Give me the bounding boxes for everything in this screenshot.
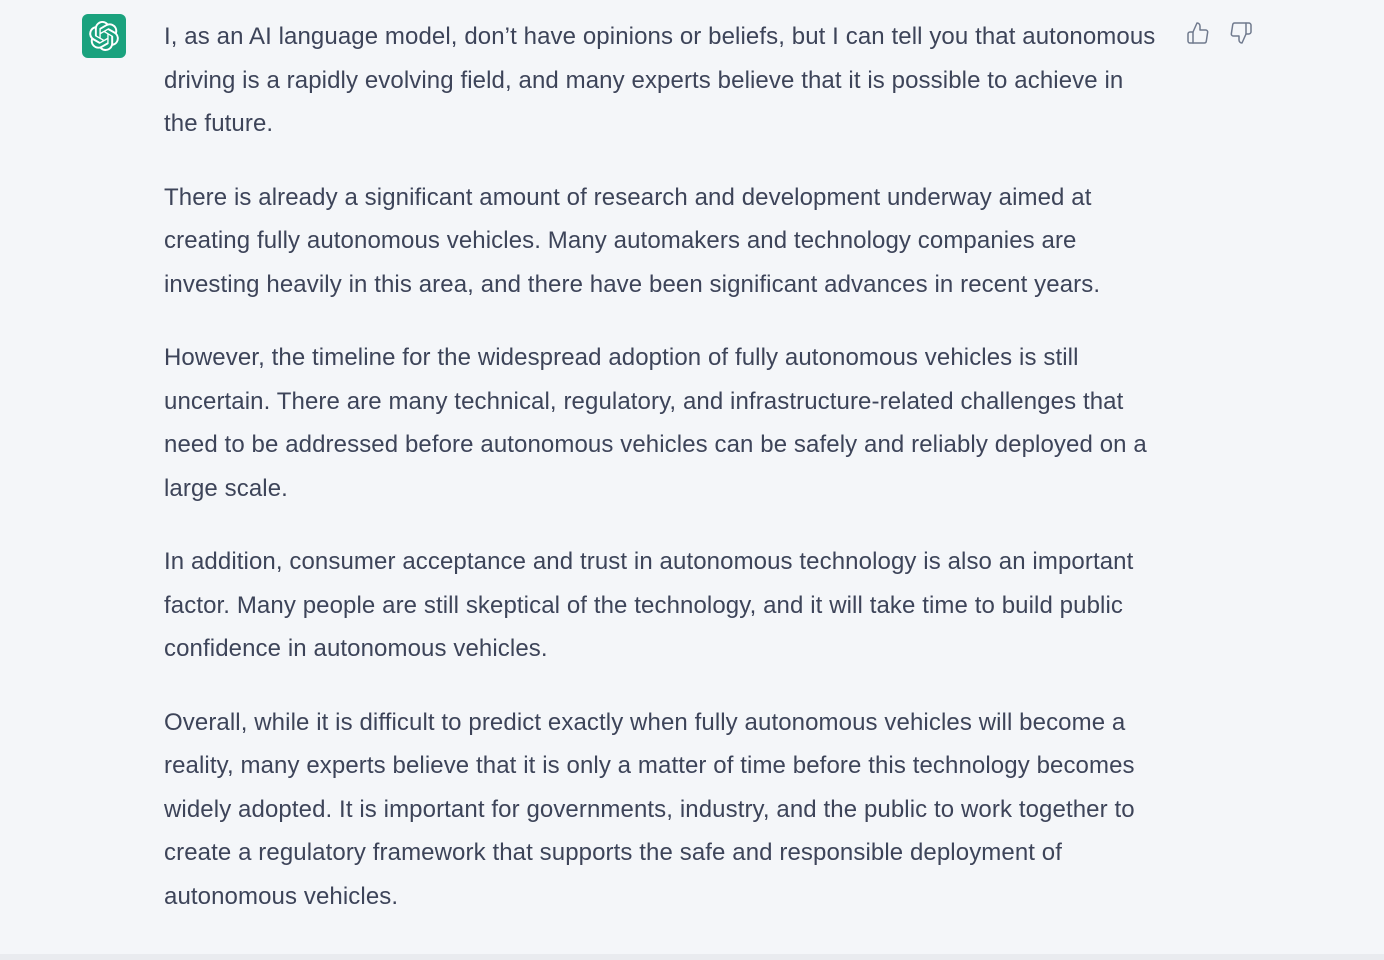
bottom-divider: [0, 954, 1384, 960]
message-paragraph: In addition, consumer acceptance and trust in autonomous technology is also an important factor. Many people are still skeptical of the technology, and it will take time to build public confidence in autonomous vehicles.: [164, 548, 1134, 662]
thumbs-down-button[interactable]: [1228, 21, 1253, 49]
message-paragraph: Overall, while it is difficult to predict exactly when fully autonomous vehicles will become a reality, many experts believe that it is only a matter of time before this technology becomes widely adopted. It is important for governments, industry, and the public to work together to create a regulatory framework that supports the safe and responsible deployment of autonomous vehicles.: [164, 708, 1135, 910]
thumbs-up-button[interactable]: [1185, 21, 1210, 49]
message-paragraph: There is already a significant amount of research and development underway aimed at creating fully autonomous vehicles. Many automakers and technology companies are investing heavily in this area, and there have been significant advances in recent years.: [164, 183, 1101, 298]
thumbs-up-icon: [1186, 21, 1210, 45]
message-paragraph: I, as an AI language model, don’t have opinions or beliefs, but I can tell you that autonomous driving is a rapidly evolving field, and many experts believe that it is possible to achieve in the future.: [164, 23, 1156, 137]
message-feedback-actions: [1185, 21, 1253, 49]
chatgpt-avatar: [82, 14, 126, 58]
openai-logo-icon: [89, 21, 119, 51]
message-paragraph: However, the timeline for the widespread adoption of fully autonomous vehicles is still uncertain. There are many technical, regulatory, and infrastructure-related challenges that need to be addressed before autonomous vehicles can be safely and reliably deployed on a large scale.: [164, 344, 1147, 502]
thumbs-down-icon: [1229, 21, 1253, 45]
assistant-message: [164, 15, 1162, 918]
